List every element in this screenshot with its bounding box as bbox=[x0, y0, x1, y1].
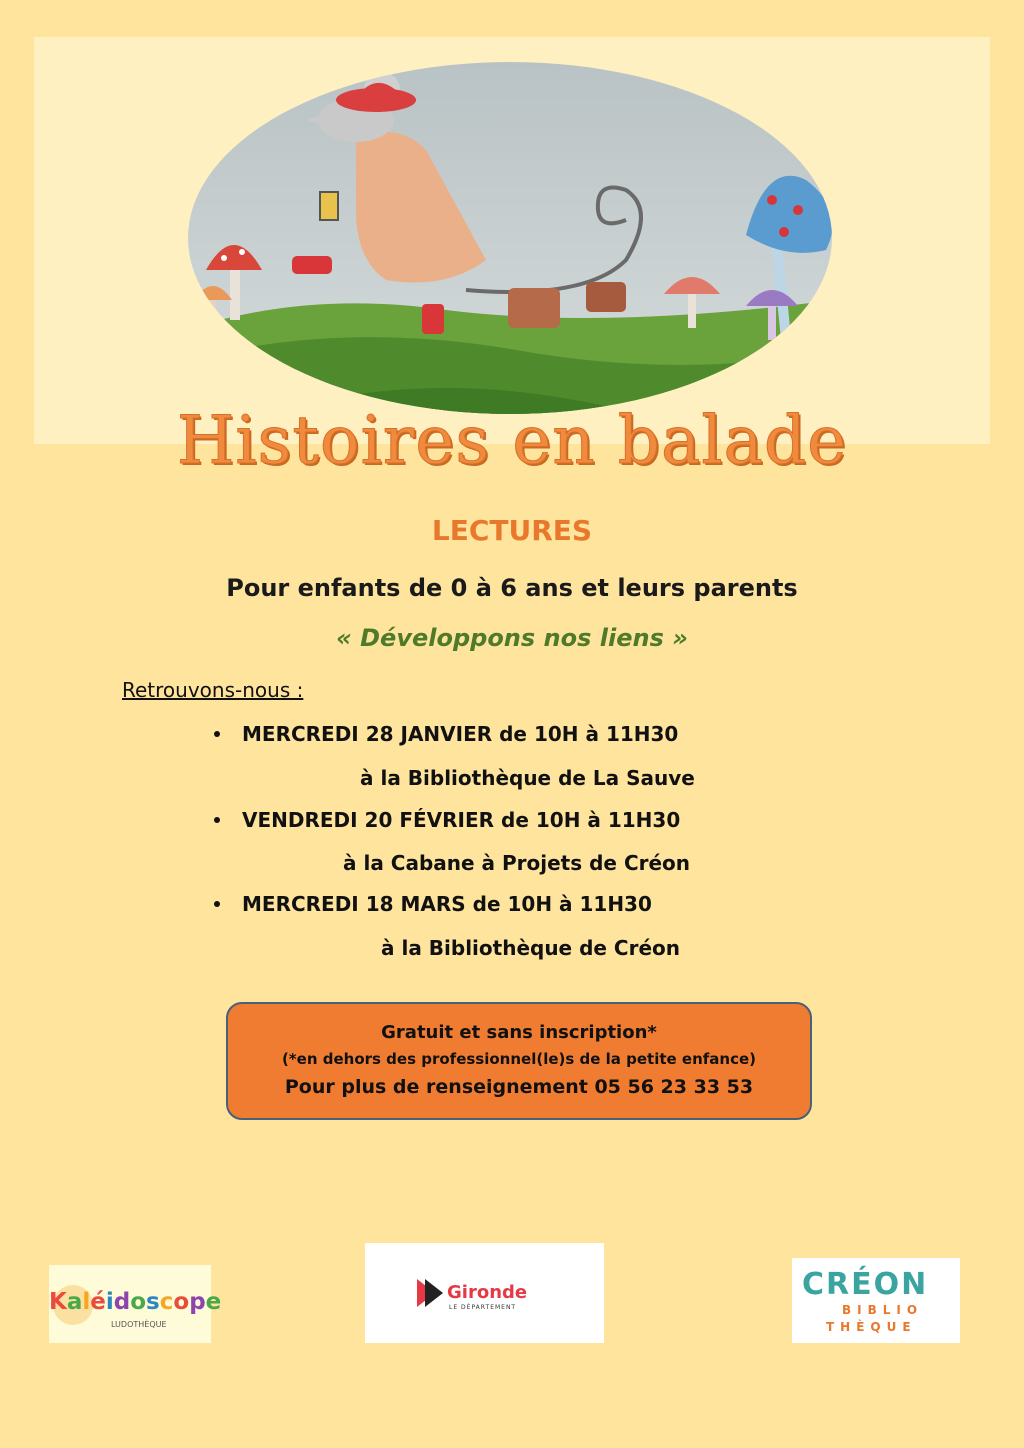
intro-text: Retrouvons-nous : bbox=[122, 678, 304, 702]
info-free: Gratuit et sans inscription* bbox=[381, 1022, 657, 1043]
session-when: MERCREDI 28 JANVIER de 10H à 11H30 bbox=[242, 722, 679, 746]
session-place: à la Cabane à Projets de Créon bbox=[343, 851, 691, 875]
svg-text:THÈQUE: THÈQUE bbox=[826, 1320, 917, 1334]
info-box bbox=[226, 1002, 812, 1120]
bullet-icon bbox=[214, 731, 220, 737]
svg-text:Kaléidoscope: Kaléidoscope bbox=[49, 1289, 222, 1315]
svg-text:Gironde: Gironde bbox=[447, 1282, 528, 1303]
gironde-logo bbox=[365, 1243, 604, 1343]
info-note: (*en dehors des professionnel(le)s de la petite enfance) bbox=[281, 1050, 757, 1068]
session-date bbox=[214, 892, 652, 916]
session-date bbox=[214, 808, 680, 832]
info-phone: Pour plus de renseignement 05 56 23 33 53 bbox=[284, 1076, 754, 1098]
session-when: MERCREDI 18 MARS de 10H à 11H30 bbox=[242, 892, 652, 916]
bullet-icon bbox=[214, 817, 220, 823]
motto-text: « Développons nos liens » bbox=[336, 624, 688, 652]
svg-text:LUDOTHÈQUE: LUDOTHÈQUE bbox=[111, 1320, 167, 1329]
poster-title: Histoires en balade bbox=[176, 402, 848, 479]
session-when: VENDREDI 20 FÉVRIER de 10H à 11H30 bbox=[242, 808, 681, 832]
bullet-icon bbox=[214, 901, 220, 907]
session-place: à la Bibliothèque de Créon bbox=[381, 936, 681, 960]
mouse-illustration bbox=[186, 60, 834, 416]
svg-text:CRÉON: CRÉON bbox=[802, 1267, 929, 1302]
svg-text:LE DÉPARTEMENT: LE DÉPARTEMENT bbox=[449, 1304, 517, 1311]
category-heading: LECTURES bbox=[431, 514, 593, 547]
audience-text: Pour enfants de 0 à 6 ans et leurs parents bbox=[226, 574, 798, 602]
svg-text:BIBLIO: BIBLIO bbox=[842, 1303, 924, 1317]
kaleidoscope-logo bbox=[49, 1265, 222, 1343]
creon-bibliotheque-logo bbox=[792, 1258, 960, 1343]
session-date bbox=[214, 722, 678, 746]
session-place: à la Bibliothèque de La Sauve bbox=[360, 766, 695, 790]
